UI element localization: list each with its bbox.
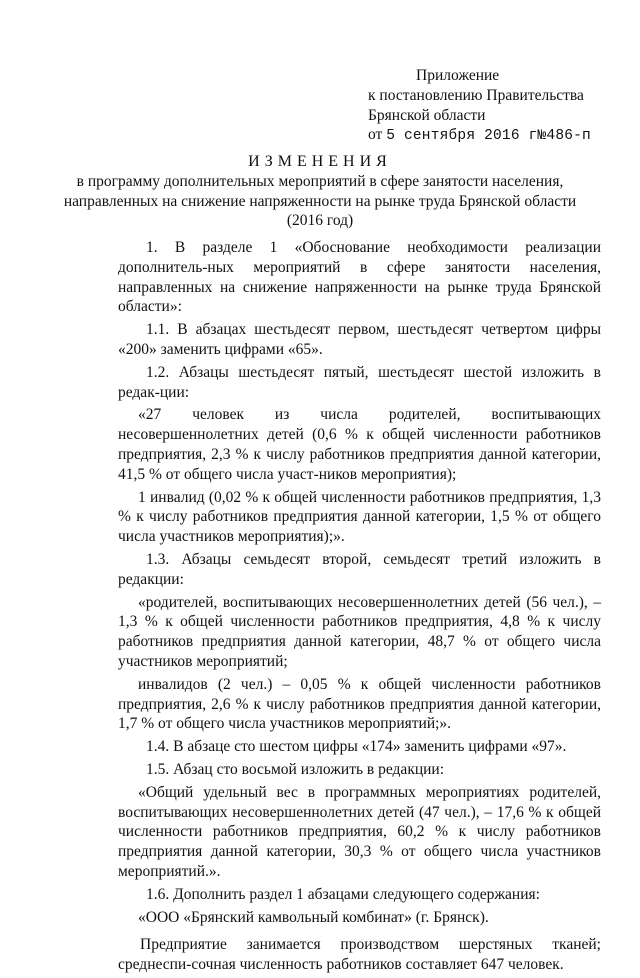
paragraph-1-4: 1.4. В абзаце сто шестом цифры «174» заменить цифрами «97». (146, 738, 567, 756)
quote-company-name: «ООО «Брянский камвольный комбинат» (г. Брянск). (138, 908, 489, 926)
paragraph-1-3: 1.3. Абзацы семьдесят второй, семьдесят третий изложить в редакции: (118, 550, 601, 588)
paragraph-1-2: 1.2. Абзацы шестьдесят пятый, шестьдесят шестой изложить в редак-ции: (118, 363, 601, 401)
quote-total-share: «Общий удельный вес в программных мероприятиях родителей, воспитывающих несовершеннолетних детей (47 чел.), – 17,6 % к общей численности работников предприятия, 60,2 % к числу работников предприятия данной категории, 30,3 % от общего числа участников мероприятий.». (118, 783, 601, 880)
quote-parents-27: «27 человек из числа родителей, воспитывающих несовершеннолетних детей (0,6 % к общей численности работников предприятия, 2,3 % к числу работников предприятия данной категории, 41,5 % от общего числа участ-ников мероприятия); (118, 406, 601, 483)
title-heading: ИЗМЕНЕНИЯ (248, 153, 392, 170)
paragraph-company-info: Предприятие занимается производством шерстяных тканей; среднеспи-сочная численность работников составляет 647 человек. (118, 936, 601, 974)
paragraph-1-1: 1.1. В абзацах шестьдесят первом, шестьдесят четвертом цифры «200» заменить цифрами «65». (118, 321, 601, 358)
appendix-region: Брянской области (368, 106, 486, 124)
quote-invalid-1: 1 инвалид (0,02 % к общей численности работников предприятия, 1,3 % к числу работников предприятия данной категории, 1,5 % от общего числа участников мероприятия);». (118, 488, 601, 546)
title-line-1: в программу дополнительных мероприятий в сфере занятости населения, (76, 172, 564, 190)
appendix-date-stamp: 5 сентября 2016 г№486-п (386, 128, 591, 145)
paragraph-1-6: 1.6. Дополнить раздел 1 абзацами следующего содержания: (146, 885, 540, 903)
appendix-date-prefix: от (368, 126, 387, 144)
quote-invalids-2: инвалидов (2 чел.) – 0,05 % к общей численности работников предприятия, 2,6 % к числу работников предприятия данной категории, 1,7 % от общего числа участников мероприятий;». (118, 675, 601, 733)
title-line-2: направленных на снижение напряженности на рынке труда Брянской области (63, 192, 577, 210)
document-body (118, 238, 601, 978)
paragraph-1: 1. В разделе 1 «Обоснование необходимости реализации дополнитель-ных мероприятий в сфере занятости населения, направленных на снижение напряженности на рынке труда Брянской области»: (118, 239, 601, 316)
appendix-date-line (368, 125, 618, 147)
paragraph-1-5: 1.5. Абзац сто восьмой изложить в редакции: (146, 760, 445, 778)
title-line-3: (2016 год) (286, 212, 354, 230)
quote-parents-56: «родителей, воспитывающих несовершеннолетних детей (56 чел.), – 1,3 % к общей численности работников предприятия, 4,8 % к числу работников предприятия данной категории, 48,7 % от общего числа участников мероприятий; (118, 593, 601, 670)
appendix-header (368, 66, 618, 147)
appendix-resolution: к постановлению Правительства (368, 86, 584, 104)
appendix-label: Приложение (416, 67, 500, 84)
document-title (0, 152, 640, 231)
